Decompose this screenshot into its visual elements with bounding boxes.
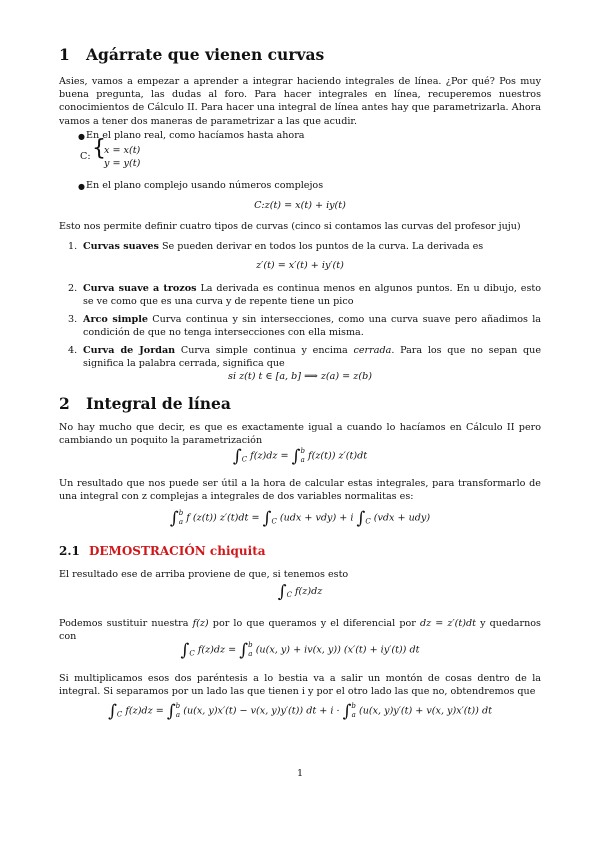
substitution-eq: $\int_C$ f(z)dz = ∫ b a (u(x, y) + iv(x, y)) (x′(t) + iy′(t)) dt <box>180 640 420 661</box>
item-2-term: Curva suave a trozos <box>83 283 197 294</box>
real-integral-decomposition: ∫ b a f (z(t)) $z'(t)dt = \int_C$ (udx + vdy) + i $\int_C$ (vdx + udy) <box>169 508 431 529</box>
subsection-heading <box>59 545 266 558</box>
curve-types-intro: Esto nos permite definir cuatro tipos de curvas (cinco si contamos las curvas del profesor juju) <box>59 221 521 232</box>
subsection-para-1: El resultado ese de arriba proviene de que, si tenemos esto <box>59 569 349 580</box>
subsection-title: DEMOSTRACIÓN chiquita <box>89 544 266 558</box>
integral-sign: ∫ <box>291 446 301 467</box>
item-1-text: Se pueden derivar en todos los puntos de la curva. La derivada es <box>161 241 484 252</box>
eq1-rhs: f(z(t)) z′(t)dt <box>308 450 368 462</box>
derivative-eq: z′(t) = x′(t) + iy′(t) <box>256 260 344 271</box>
eq2-lhs: f (z(t)) z′(t)dt <box>186 512 249 524</box>
section-2-intro: No hay mucho que decir, es que es exactamente igual a cuando lo hacíamos en Cálculo II pero cambiando un poquito la parametrización <box>59 422 541 447</box>
item-1 <box>83 240 541 253</box>
item-1-number: 1. <box>68 241 78 252</box>
expanded-integral-eq: $\int_C$ f(z)dz = ∫ b a (u(x, y)x′(t) − v(x, y)y′(t)) dt + i · ∫ b a (u(x, y)y′(t) + v(x, y)x′(t)) dt <box>108 701 492 722</box>
eq2-mid: (udx + vdy) + i <box>279 512 354 524</box>
bullet-2-text: En el plano complejo usando números complejos <box>86 180 324 191</box>
left-brace: { <box>92 136 106 161</box>
integral-sign: ∫ <box>232 446 242 467</box>
subsection-number: 2.1 <box>59 544 80 558</box>
contour-integral-eq: $\int_C$ f(z)dz <box>277 582 323 602</box>
closed-curve-eq: si z(t) t ∈ [a, b] ⟹ z(a) = z(b) <box>228 371 372 382</box>
section-1-intro: Asies, vamos a empezar a aprender a integrar haciendo integrales de línea. ¿Por qué? Pos muy buena pregunta, las dudas al foro. Para hacer integrales en línea, recuperemos nuestros conocimientos de Cálculo II. Para hacer una integral de línea antes hay que parametrizarla. Ahora vamos a tener dos maneras de parametrizar a las que acudir. <box>59 76 541 127</box>
bullet-icon: ● <box>78 182 85 191</box>
item-3-term: Arco simple <box>83 314 148 325</box>
item-4 <box>83 344 541 370</box>
subsection-para-2: Podemos sustituir nuestra f(z) por lo que queramos y el diferencial por dz = z′(t)dt y quedarnos con <box>59 618 541 643</box>
item-3 <box>83 313 541 339</box>
section-2-number: 2 <box>59 394 70 413</box>
line-integral-definition: $\int_C$ f(z)dz = ∫ b a f(z(t)) z′(t)dt <box>232 446 368 467</box>
item-2 <box>83 282 541 308</box>
section-1-number: 1 <box>59 45 70 64</box>
item-4-number: 4. <box>68 345 78 356</box>
eq2-rhs: (vdx + udy) <box>373 512 431 524</box>
subsection-para-3: Si multiplicamos esos dos paréntesis a lo bestia va a salir un montón de cosas dentro de la integral. Si separamos por un lado las que tienen i y por el otro lado las que no, obtendremos que <box>59 673 541 698</box>
section-1-heading <box>59 45 325 64</box>
param-x: x = x(t) <box>104 145 141 156</box>
item-1-term: Curvas suaves <box>83 241 159 252</box>
param-y: y = y(t) <box>104 158 141 169</box>
bullet-icon: ● <box>78 132 85 141</box>
item-3-text: Curva continua y sin intersecciones, como una curva suave pero añadimos la condición de que no tenga intersecciones con ella misma. <box>83 314 541 339</box>
item-4-text-after: . Para los que no sepan que significa la palabra cerrada, significa que <box>83 345 541 370</box>
section-1-title: Agárrate que vienen curvas <box>86 45 325 64</box>
item-2-text: La derivada es continua menos en algunos puntos. En u dibujo, esto se ve como que es una curva y de repente tiene un pico <box>83 283 541 308</box>
item-3-number: 3. <box>68 314 78 325</box>
bullet-1-text: En el plano real, como hacíamos hasta ahora <box>86 130 305 141</box>
section-2-para-2: Un resultado que nos puede ser útil a la hora de calcular estas integrales, para transformarlo de una integral con z complejas a integrales de dos variables normalitas es: <box>59 478 541 503</box>
item-4-text-emph: cerrada <box>353 345 392 356</box>
item-4-term: Curva de Jordan <box>83 345 176 356</box>
page-number: 1 <box>296 768 304 779</box>
section-2-title: Integral de línea <box>86 394 231 413</box>
curve-label: C: <box>80 151 91 162</box>
section-2-heading <box>59 394 231 413</box>
complex-parametrization-eq: C:z(t) = x(t) + iy(t) <box>254 200 346 211</box>
item-4-text-before: Curva simple continua y encima <box>180 345 348 356</box>
item-2-number: 2. <box>68 283 78 294</box>
eq1-lhs: f(z)dz <box>250 450 278 462</box>
